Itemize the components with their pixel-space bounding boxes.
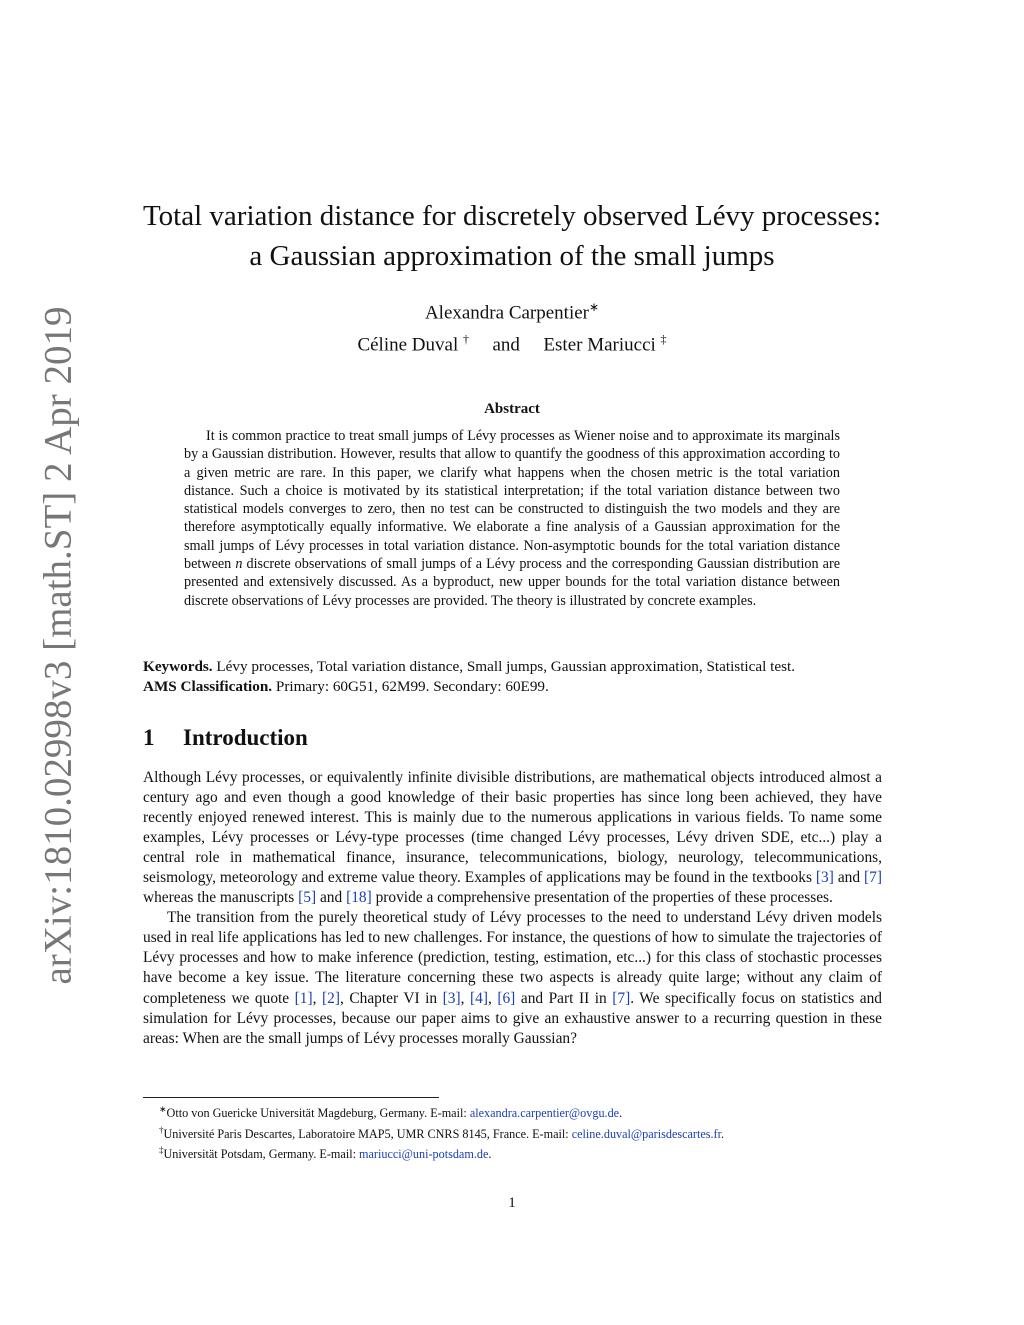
citation-6[interactable]: [6] [497, 989, 516, 1007]
introduction-body [143, 768, 882, 1049]
intro-p1-text-b: and [837, 869, 861, 887]
citation-4[interactable]: [4] [470, 989, 488, 1007]
abstract-heading: Abstract [484, 401, 540, 417]
citation-3b[interactable]: [3] [442, 989, 461, 1007]
citation-3[interactable]: [3] [815, 869, 834, 887]
author-carpentier: Alexandra Carpentier [424, 302, 589, 324]
page-number: 1 [508, 1195, 516, 1211]
intro-p2-sep-1: , [312, 989, 317, 1007]
footnote-end: . [619, 1106, 623, 1121]
footnote-mark: ∗ [159, 1104, 167, 1114]
arxiv-stamp [34, 305, 82, 985]
intro-paragraph-2 [143, 908, 882, 1048]
author-duval-mark: † [462, 332, 469, 347]
email-link[interactable]: alexandra.carpentier@ovgu.de [469, 1106, 620, 1121]
ams-label: AMS Classification. [143, 678, 273, 695]
intro-p1-text-a: Although Lévy processes, or equivalently infinite divisible distributions, are mathematical objects introduced almost a century ago and even though a good knowledge of their basic properties has since long been achieved, they have recently enjoyed renewed interest. This is mainly due to the numerous applications in various fields. To name some examples, Lévy processes or Lévy-type processes (time changed Lévy processes, Lévy driven SDE, etc...) play a central role in mathematical finance, insurance, telecommunications, biology, neurology, telecommunications, seismology, meteorology and extreme value theory. Examples of applications may be found in the textbooks [143, 769, 882, 887]
footnote-end: . [488, 1147, 492, 1162]
footnote-mark: ‡ [159, 1145, 164, 1156]
author-mariucci: Ester Mariucci [543, 334, 656, 356]
footnotes [159, 1101, 889, 1163]
keywords-label: Keywords. [143, 658, 213, 675]
intro-paragraph-1 [143, 768, 882, 908]
citation-5[interactable]: [5] [298, 889, 317, 907]
footnote-text: Otto von Guericke Universität Magdeburg, Germany. E-mail: [166, 1106, 467, 1121]
citation-2[interactable]: [2] [322, 989, 340, 1007]
email-link[interactable]: mariucci@uni-potsdam.de [359, 1147, 489, 1162]
abstract-part-2: discrete observations of small jumps of a Lévy process and the corresponding Gaussian distribution are presented and extensively discussed. As a byproduct, new upper bounds for the total variation distance between discrete observations of Lévy processes are provided. The theory is illustrated by concrete examples. [184, 556, 840, 609]
footnote-end: . [721, 1126, 725, 1141]
citation-1[interactable]: [1] [294, 989, 313, 1007]
citation-18[interactable]: [18] [346, 889, 372, 907]
footnote-text: Universität Potsdam, Germany. E-mail: [163, 1147, 356, 1162]
intro-p1-text-c: whereas the manuscripts [143, 889, 295, 907]
footnote-carpentier [159, 1101, 889, 1122]
abstract-text [184, 427, 840, 610]
author-carpentier-mark: ∗ [589, 300, 600, 314]
arxiv-identifier: arXiv:1810.02998v3 [math.ST] 2 Apr 2019 [36, 305, 80, 985]
author-block [100, 294, 924, 359]
author-mariucci-mark: ‡ [660, 332, 667, 347]
intro-p1-text-e: provide a comprehensive presentation of the properties of these processes. [375, 889, 833, 907]
section-heading [143, 725, 308, 751]
intro-p2-text-c: and Part II in [520, 989, 607, 1007]
author-conjunction: and [492, 334, 520, 356]
section-number: 1 [143, 725, 155, 750]
keywords-text: Lévy processes, Total variation distance, Small jumps, Gaussian approximation, Statistical test. [216, 658, 796, 675]
author-duval: Céline Duval [357, 334, 459, 356]
intro-p2-text-d: . We specifically focus on statistics and simulation for Lévy processes, because our paper aims to give an exhaustive answer to a recurring question in these areas: When are the small jumps of Lévy processes morally Gaussian? [143, 989, 882, 1047]
intro-p1-text-d: and [319, 889, 343, 907]
title-line-2: a Gaussian approximation of the small jumps [249, 240, 775, 272]
intro-p2-text-a: The transition from the purely theoretical study of Lévy processes to the need to understand Lévy driven models used in real life applications has led to new challenges. For instance, the questions of how to simulate the trajectories of Lévy processes and how to make inference (prediction, testing, estimation, etc...) for this class of stochastic processes have become a key issue. The literature concerning these two aspects is already quite large; without any claim of completeness we quote [143, 909, 882, 1007]
title-line-1: Total variation distance for discretely observed Lévy processes: [142, 200, 881, 232]
section-title: Introduction [183, 725, 308, 750]
citation-7b[interactable]: [7] [612, 989, 631, 1007]
metadata-block [143, 657, 883, 697]
author-line-1 [100, 294, 924, 326]
paper-title [100, 196, 924, 276]
abstract-part-1: It is common practice to treat small jumps of Lévy processes as Wiener noise and to approximate its marginals by a Gaussian distribution. However, results that allow to quantify the goodness of this approximation according to a given metric are rare. In this paper, we clarify what happens when the chosen metric is the total variation distance. Such a choice is motivated by its statistical interpretation; if the total variation distance between two statistical models converges to zero, then no test can be constructed to distinguish the two models and they are therefore asymptotically equally informative. We elaborate a fine analysis of a Gaussian approximation for the small jumps of Lévy processes in total variation distance. Non-asymptotic bounds for the total variation distance between [184, 428, 840, 573]
abstract-variable: n [235, 556, 243, 573]
footnote-mariucci [159, 1142, 889, 1163]
intro-p2-text-b: , Chapter VI in [339, 989, 438, 1007]
footnote-duval [159, 1122, 889, 1143]
intro-p2-sep-2: , [460, 989, 465, 1007]
email-link[interactable]: celine.duval@parisdescartes.fr [571, 1126, 722, 1141]
intro-p2-sep-3: , [487, 989, 492, 1007]
author-line-2 [100, 326, 924, 358]
citation-7[interactable]: [7] [864, 869, 882, 887]
footnote-rule [143, 1097, 439, 1098]
ams-line [143, 677, 883, 697]
footnote-mark: † [159, 1124, 164, 1135]
footnote-text: Université Paris Descartes, Laboratoire MAP5, UMR CNRS 8145, France. E-mail: [163, 1126, 569, 1141]
ams-text: Primary: 60G51, 62M99. Secondary: 60E99. [275, 678, 549, 695]
keywords-line [143, 657, 883, 677]
